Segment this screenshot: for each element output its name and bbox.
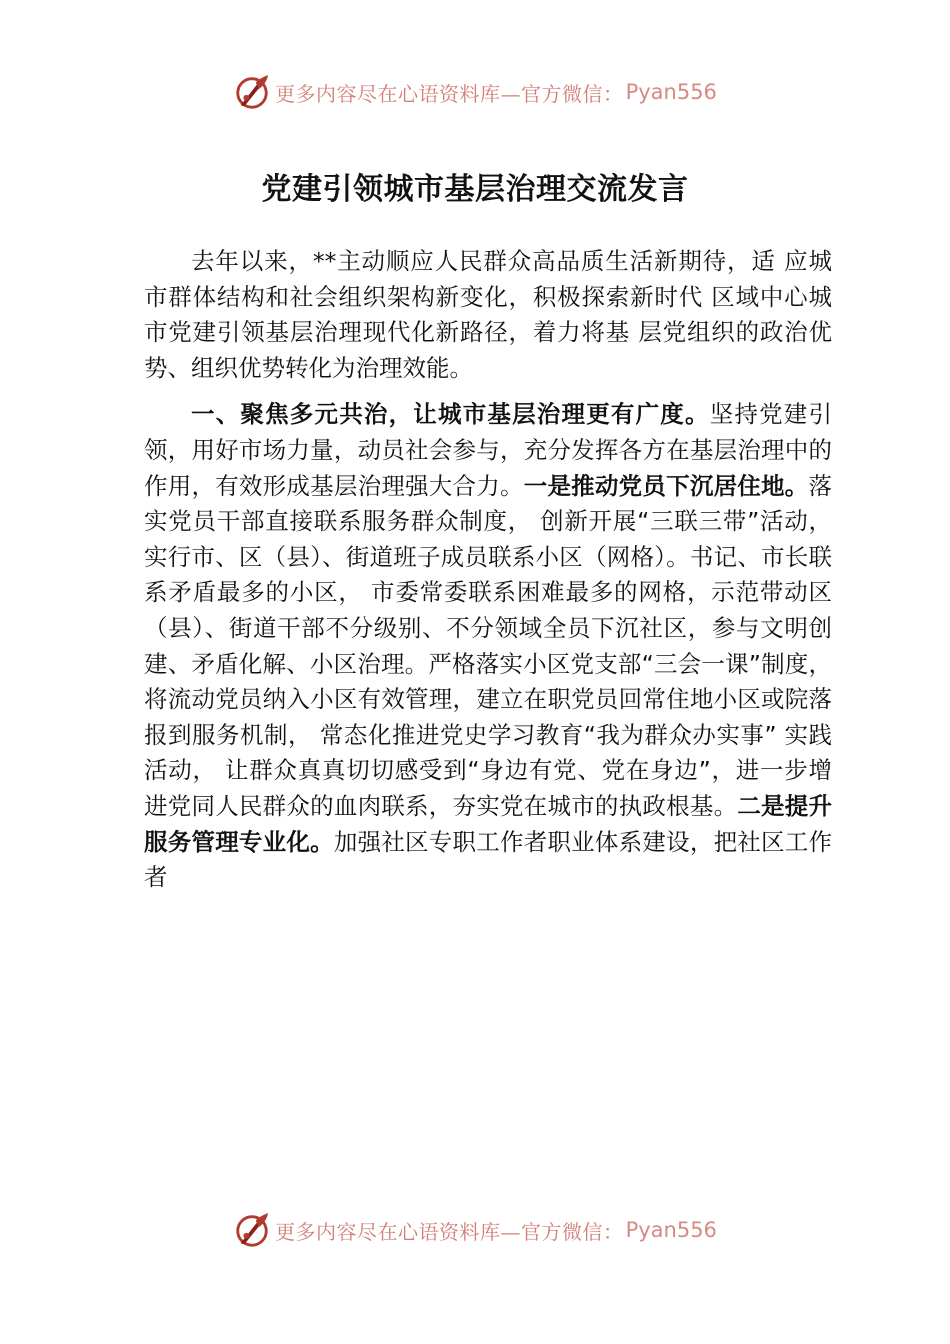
quill-logo-icon bbox=[233, 1211, 271, 1249]
watermark-account: Pyan556 bbox=[625, 1218, 717, 1242]
quill-logo-icon bbox=[233, 73, 271, 111]
paragraph-intro: 去年以来，**主动顺应人民群众高品质生活新期待，适 应城市群体结构和社会组织架构新变化，积极探索新时代 区域中心城市党建引领基层治理现代化新路径，着力将基 层党组织的政治优势、组织优势转化为治理效能。 bbox=[144, 247, 832, 382]
subheading-1-text: 落实党员干部直接联系服务群众制度， 创新开展“三联三带”活动，实行市、区（县）、街道班子成员联系小区（网格）。书记、市长联系矛盾最多的小区， 市委常委联系困难最多的网格，示范带动区（县）、街道干部不分级别、不分领域全员下沉社区，参与文明创建、矛盾化解、小区治理。严格落实小区党支部“三会一课”制度，将流动党员纳入小区有效管理，建立在职党员回常住地小区或院落报到服务机制， 常态化推进党史学习教育“我为群众办实事” 实践活动， 让群众真真切切感受到“身边有党、党在身边”，进一步增进党同人民群众的血肉联系，夯实党在城市的执政根基。 bbox=[144, 471, 833, 820]
subheading-1: 一是推动党员下沉居住地。 bbox=[523, 471, 809, 500]
footer-watermark bbox=[0, 1208, 950, 1252]
watermark-account: Pyan556 bbox=[625, 80, 717, 104]
section-heading: 一、聚焦多元共治，让城市基层治理更有广度。 bbox=[191, 400, 710, 429]
header-watermark bbox=[0, 70, 950, 114]
document-body bbox=[144, 244, 832, 907]
subheading-2-text: 加强社区专职工作者职业体系建设，把社区工作者 bbox=[144, 827, 833, 892]
section-text: 坚持党建引领，用好市场力量，动员社会参与，充分发挥各方在基层治理中的作用，有效形成基层治理强大合力。 bbox=[144, 400, 833, 500]
subheading-2: 二是提升服务管理专业化。 bbox=[144, 791, 833, 856]
paragraph-section-1 bbox=[144, 397, 832, 895]
watermark-text: 更多内容尽在心语资料库—官方微信： bbox=[275, 81, 624, 106]
watermark-text: 更多内容尽在心语资料库—官方微信： bbox=[275, 1219, 624, 1244]
document-title: 党建引领城市基层治理交流发言 bbox=[261, 172, 689, 207]
